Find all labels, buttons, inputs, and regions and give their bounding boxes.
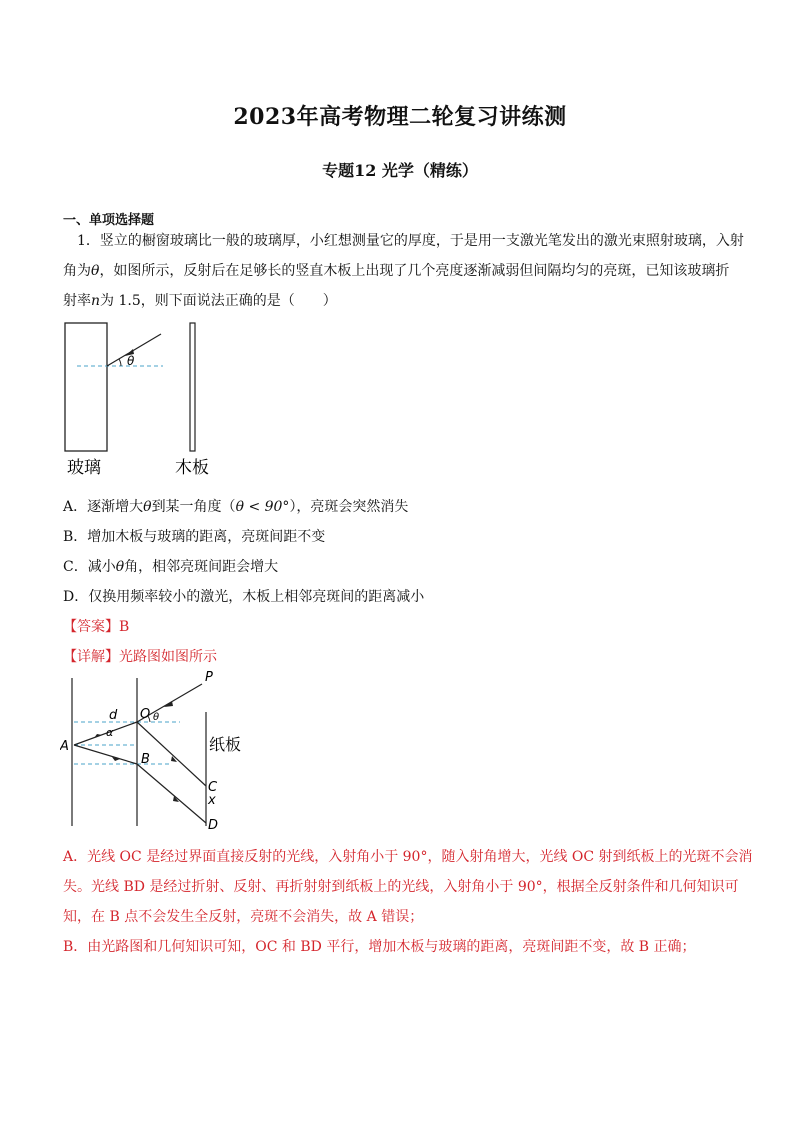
n-symbol: n [91, 293, 101, 309]
question-line-2: 角为θ，如图所示，反射后在足够长的竖直木板上出现了几个亮度逐渐减弱但间隔均匀的亮斑，已知该玻璃折 [63, 263, 730, 279]
angle-arc [119, 359, 121, 366]
section-heading: 一、单项选择题 [63, 213, 155, 228]
arrow-po [164, 701, 173, 707]
reflected-ray-ab [74, 745, 137, 764]
label-d-point: D [208, 818, 219, 833]
label-paper-board: 纸板 [209, 735, 242, 754]
refracted-ray-bd [137, 764, 206, 823]
label-c: C [208, 780, 218, 795]
light-path-figure [60, 668, 250, 833]
glass-label: 玻璃 [67, 458, 101, 478]
question-text [63, 226, 743, 316]
option-d: D．仅换用频率较小的激光，木板上相邻亮斑间的距离减小 [63, 589, 425, 605]
answer-label: 【答案】B [63, 619, 130, 635]
explanation-a-line-3: 知，在 B 点不会发生全反射，亮斑不会消失，故 A 错误； [63, 909, 424, 925]
theta-symbol: θ [91, 263, 100, 279]
label-alpha: α [106, 726, 114, 739]
explanation-a-line-1: A．光线 OC 是经过界面直接反射的光线，入射角小于 90°，随入射角增大，光线 OC 射到纸板上的光斑不会消 [63, 849, 753, 865]
option-a: A．逐渐增大θ到某一角度（θ < 90°），亮斑会突然消失 [63, 499, 409, 515]
option-b: B．增加木板与玻璃的距离，亮斑间距不变 [63, 529, 326, 545]
explanation-a [63, 842, 753, 932]
explanation-b [63, 932, 743, 962]
label-theta: θ [153, 712, 160, 723]
label-p: P [205, 670, 213, 685]
figure1-theta-label: θ [127, 354, 135, 368]
explanation-b-line-1: B．由光路图和几何知识可知，OC 和 BD 平行，增加木板与玻璃的距离，亮斑间距不变，故 B 正确； [63, 939, 696, 955]
label-b: B [141, 752, 150, 767]
document-subtitle: 专题12 光学（精练） [322, 161, 478, 180]
explanation-a-line-2: 失。光线 BD 是经过折射、反射、再折射射到纸板上的光线，入射角小于 90°，根据全反射条件和几何知识可 [63, 879, 739, 895]
label-x: x [208, 793, 216, 808]
label-o: O [140, 707, 151, 722]
glass-board-figure [55, 318, 275, 488]
option-c: C．减小θ角，相邻亮斑间距会增大 [63, 559, 279, 575]
board-label: 木板 [175, 458, 209, 478]
question-line-1: 1．竖立的橱窗玻璃比一般的玻璃厚，小红想测量它的厚度，于是用一支激光笔发出的激光束照射玻璃，入射 [77, 233, 744, 249]
label-a: A [60, 739, 69, 754]
question-line-3: 射率n为 1.5，则下面说法正确的是（ ） [63, 293, 337, 309]
detail-label: 【详解】光路图如图所示 [63, 649, 217, 665]
label-d: d [109, 708, 118, 723]
document-title: 2023年高考物理二轮复习讲练测 [233, 104, 567, 130]
glass-pane [65, 323, 107, 451]
wooden-board [190, 323, 195, 451]
